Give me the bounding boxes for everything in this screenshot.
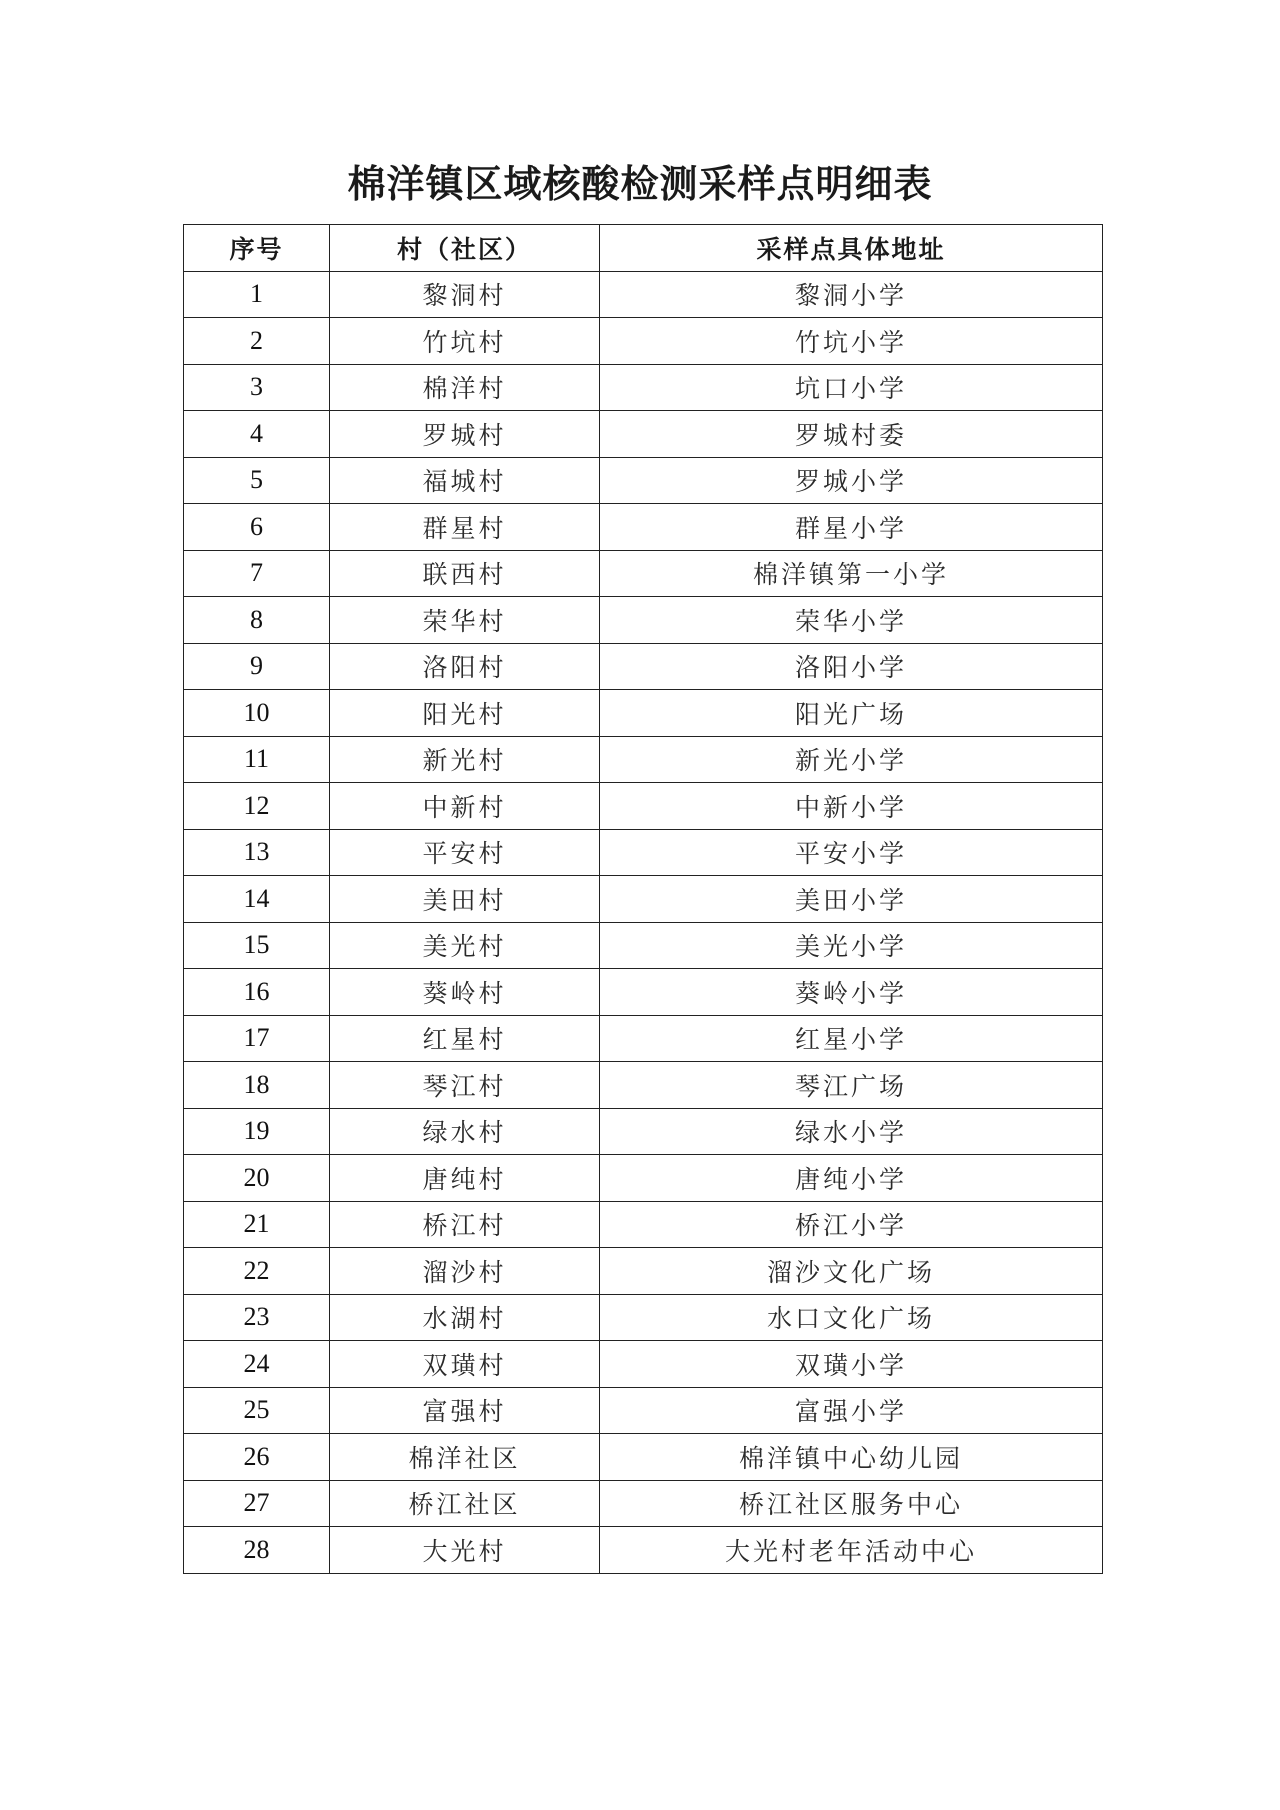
table-row xyxy=(184,876,1103,923)
row-number: 4 xyxy=(184,411,330,458)
village-name: 棉洋社区 xyxy=(330,1434,600,1481)
sampling-site-address: 唐纯小学 xyxy=(600,1155,1103,1202)
row-number: 1 xyxy=(184,271,330,318)
table-row xyxy=(184,411,1103,458)
row-number: 11 xyxy=(184,736,330,783)
village-name: 桥江村 xyxy=(330,1201,600,1248)
sampling-site-address: 大光村老年活动中心 xyxy=(600,1527,1103,1574)
table-row xyxy=(184,1527,1103,1574)
page-title: 棉洋镇区域核酸检测采样点明细表 xyxy=(347,161,933,206)
village-name: 桥江社区 xyxy=(330,1480,600,1527)
sampling-site-address: 红星小学 xyxy=(600,1015,1103,1062)
sampling-site-address: 水口文化广场 xyxy=(600,1294,1103,1341)
village-name: 大光村 xyxy=(330,1527,600,1574)
row-number: 14 xyxy=(184,876,330,923)
row-number: 12 xyxy=(184,783,330,830)
sampling-site-address: 竹坑小学 xyxy=(600,318,1103,365)
sampling-site-address: 桥江社区服务中心 xyxy=(600,1480,1103,1527)
table-row xyxy=(184,783,1103,830)
row-number: 5 xyxy=(184,457,330,504)
table-row xyxy=(184,504,1103,551)
village-name: 竹坑村 xyxy=(330,318,600,365)
sampling-site-address: 荣华小学 xyxy=(600,597,1103,644)
village-name: 洛阳村 xyxy=(330,643,600,690)
village-name: 水湖村 xyxy=(330,1294,600,1341)
row-number: 20 xyxy=(184,1155,330,1202)
sampling-site-address: 绿水小学 xyxy=(600,1108,1103,1155)
row-number: 2 xyxy=(184,318,330,365)
village-name: 富强村 xyxy=(330,1387,600,1434)
sampling-site-address: 双璜小学 xyxy=(600,1341,1103,1388)
sampling-site-address: 桥江小学 xyxy=(600,1201,1103,1248)
table-row xyxy=(184,1341,1103,1388)
row-number: 13 xyxy=(184,829,330,876)
table-row xyxy=(184,922,1103,969)
village-name: 福城村 xyxy=(330,457,600,504)
row-number: 8 xyxy=(184,597,330,644)
table-row xyxy=(184,643,1103,690)
village-name: 阳光村 xyxy=(330,690,600,737)
table-row xyxy=(184,364,1103,411)
table-body xyxy=(184,271,1103,1573)
row-number: 17 xyxy=(184,1015,330,1062)
sampling-site-address: 平安小学 xyxy=(600,829,1103,876)
village-name: 新光村 xyxy=(330,736,600,783)
sampling-site-address: 罗城村委 xyxy=(600,411,1103,458)
table-row xyxy=(184,1434,1103,1481)
table-row xyxy=(184,1108,1103,1155)
village-name: 美田村 xyxy=(330,876,600,923)
table-row xyxy=(184,318,1103,365)
village-name: 美光村 xyxy=(330,922,600,969)
table-row xyxy=(184,457,1103,504)
row-number: 18 xyxy=(184,1062,330,1109)
table-header xyxy=(184,225,1103,272)
table-row xyxy=(184,1248,1103,1295)
table-row xyxy=(184,829,1103,876)
sampling-site-address: 美光小学 xyxy=(600,922,1103,969)
sampling-site-address: 棉洋镇中心幼儿园 xyxy=(600,1434,1103,1481)
table-row xyxy=(184,1062,1103,1109)
table-row xyxy=(184,1155,1103,1202)
village-name: 红星村 xyxy=(330,1015,600,1062)
row-number: 21 xyxy=(184,1201,330,1248)
sampling-site-table xyxy=(183,224,1103,1574)
header-site: 采样点具体地址 xyxy=(600,225,1103,272)
table-row xyxy=(184,969,1103,1016)
village-name: 葵岭村 xyxy=(330,969,600,1016)
sampling-site-address: 新光小学 xyxy=(600,736,1103,783)
row-number: 27 xyxy=(184,1480,330,1527)
header-no: 序号 xyxy=(184,225,330,272)
table-row xyxy=(184,597,1103,644)
row-number: 3 xyxy=(184,364,330,411)
sampling-site-address: 群星小学 xyxy=(600,504,1103,551)
village-name: 棉洋村 xyxy=(330,364,600,411)
row-number: 22 xyxy=(184,1248,330,1295)
table-row xyxy=(184,1387,1103,1434)
sampling-site-address: 葵岭小学 xyxy=(600,969,1103,1016)
sampling-site-address: 溜沙文化广场 xyxy=(600,1248,1103,1295)
village-name: 平安村 xyxy=(330,829,600,876)
sampling-site-address: 美田小学 xyxy=(600,876,1103,923)
sampling-site-address: 富强小学 xyxy=(600,1387,1103,1434)
row-number: 15 xyxy=(184,922,330,969)
table-row xyxy=(184,1201,1103,1248)
sampling-site-address: 阳光广场 xyxy=(600,690,1103,737)
sampling-site-address: 棉洋镇第一小学 xyxy=(600,550,1103,597)
row-number: 16 xyxy=(184,969,330,1016)
sampling-site-address: 琴江广场 xyxy=(600,1062,1103,1109)
village-name: 中新村 xyxy=(330,783,600,830)
sampling-site-address: 黎洞小学 xyxy=(600,271,1103,318)
table-row xyxy=(184,1015,1103,1062)
row-number: 10 xyxy=(184,690,330,737)
table-row xyxy=(184,736,1103,783)
row-number: 6 xyxy=(184,504,330,551)
row-number: 25 xyxy=(184,1387,330,1434)
village-name: 琴江村 xyxy=(330,1062,600,1109)
row-number: 9 xyxy=(184,643,330,690)
row-number: 24 xyxy=(184,1341,330,1388)
village-name: 溜沙村 xyxy=(330,1248,600,1295)
table-header-row xyxy=(184,225,1103,272)
row-number: 19 xyxy=(184,1108,330,1155)
sampling-site-address: 洛阳小学 xyxy=(600,643,1103,690)
village-name: 唐纯村 xyxy=(330,1155,600,1202)
sampling-site-address: 坑口小学 xyxy=(600,364,1103,411)
table-row xyxy=(184,690,1103,737)
table-row xyxy=(184,271,1103,318)
village-name: 群星村 xyxy=(330,504,600,551)
row-number: 26 xyxy=(184,1434,330,1481)
sampling-site-address: 中新小学 xyxy=(600,783,1103,830)
table-row xyxy=(184,1294,1103,1341)
header-village: 村（社区） xyxy=(330,225,600,272)
village-name: 联西村 xyxy=(330,550,600,597)
table-row xyxy=(184,550,1103,597)
sampling-site-address: 罗城小学 xyxy=(600,457,1103,504)
village-name: 绿水村 xyxy=(330,1108,600,1155)
table-row xyxy=(184,1480,1103,1527)
village-name: 罗城村 xyxy=(330,411,600,458)
village-name: 荣华村 xyxy=(330,597,600,644)
village-name: 双璜村 xyxy=(330,1341,600,1388)
row-number: 7 xyxy=(184,550,330,597)
village-name: 黎洞村 xyxy=(330,271,600,318)
row-number: 23 xyxy=(184,1294,330,1341)
row-number: 28 xyxy=(184,1527,330,1574)
